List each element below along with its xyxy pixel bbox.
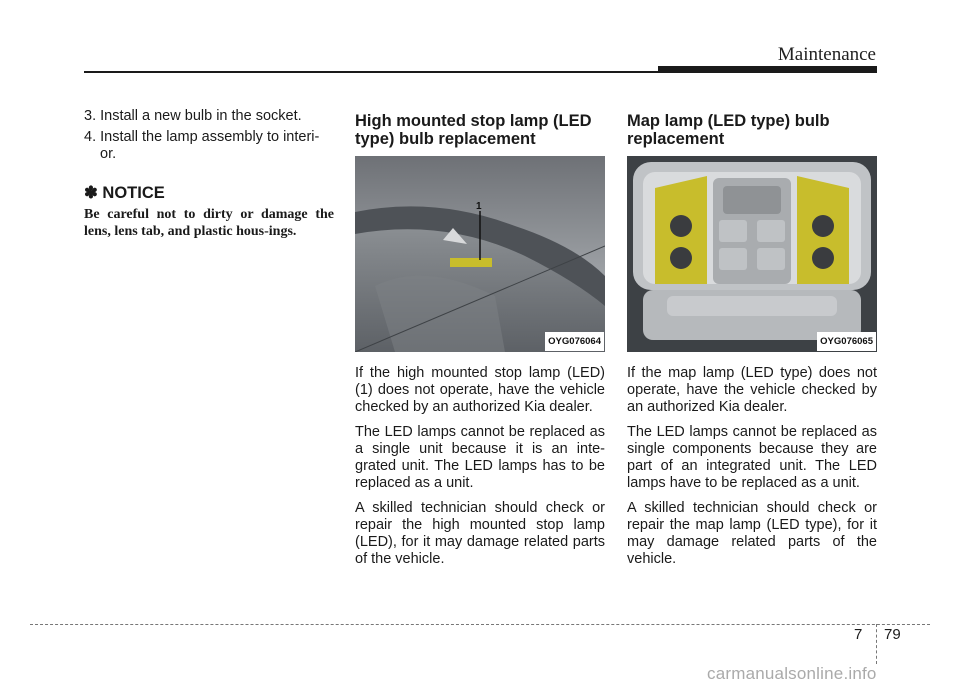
map-lamp-para-3: A skilled technician should check or repair the map lamp (LED type), for it may damage related parts of the vehicle. [627, 500, 877, 567]
stop-lamp-para-3: A skilled technician should check or repair the high mounted stop lamp (LED), for it may damage related parts of the vehicle. [355, 500, 605, 567]
figure-code: OYG076064 [545, 332, 604, 351]
footer-rule [30, 624, 930, 625]
map-lamp-para-1: If the map lamp (LED type) does not operate, have the vehicle checked by an authorized Kia dealer. [627, 365, 877, 415]
column-right [627, 108, 877, 576]
notice-title: ✽ NOTICE [84, 184, 165, 202]
stop-lamp-para-2: The LED lamps cannot be replaced as a single unit because it is an inte-grated unit. The LED lamps has to be replaced as a unit. [355, 424, 605, 491]
step-3: 3. Install a new bulb in the socket. [84, 108, 302, 124]
figure-code: OYG076065 [817, 332, 876, 351]
watermark: carmanualsonline.info [707, 664, 877, 683]
section-title: Maintenance [777, 44, 876, 65]
chapter-number: 7 [854, 626, 863, 643]
column-left [84, 108, 334, 240]
step-4: 4. Install the lamp assembly to interi-or. [84, 129, 320, 162]
map-lamp-figure [627, 156, 877, 352]
column-middle [355, 108, 605, 576]
page-number: 79 [884, 626, 901, 643]
stop-lamp-illustration [355, 156, 605, 352]
header-rule-thick [658, 66, 877, 73]
notice-text: Be careful not to dirty or damage the lens, lens tab, and plastic hous-ings. [84, 207, 334, 239]
stop-lamp-highlight [450, 258, 492, 267]
stop-lamp-para-1: If the high mounted stop lamp (LED) (1) does not operate, have the vehicle checked by an authorized Kia dealer. [355, 365, 605, 415]
map-lamp-para-2: The LED lamps cannot be replaced as single components because they are part of an integrated unit. The LED lamps have to be replaced as a unit. [627, 424, 877, 491]
map-lamp-illustration [627, 156, 877, 352]
stop-lamp-figure [355, 156, 605, 352]
map-lamp-heading: Map lamp (LED type) bulb replacement [627, 112, 830, 148]
callout-number: 1 [476, 201, 482, 212]
header-rule-thin [84, 71, 658, 73]
footer-divider [876, 624, 877, 664]
stop-lamp-heading: High mounted stop lamp (LED type) bulb replacement [355, 112, 592, 148]
